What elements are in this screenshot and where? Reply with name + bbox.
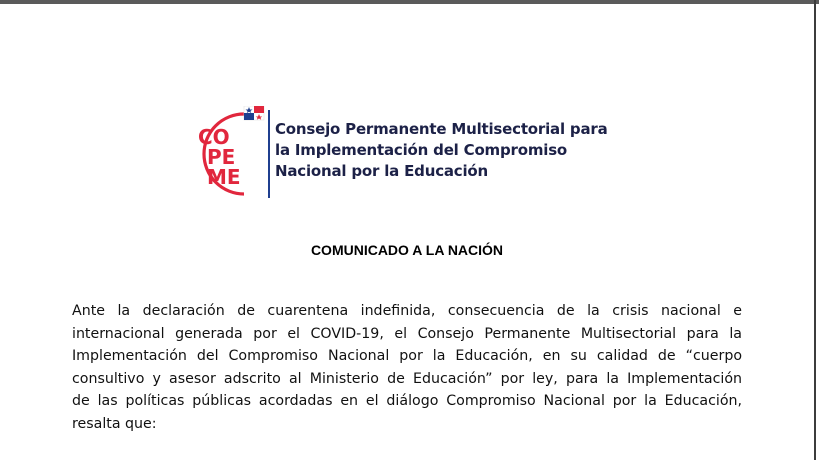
organization-name-line: la Implementación del Compromiso (275, 141, 568, 159)
document-title: COMUNICADO A LA NACIÓN (310, 242, 504, 258)
logo-letters-me: ME (207, 165, 241, 189)
paragraph-line: resalta que: (72, 415, 157, 432)
panama-flag-icon (244, 106, 264, 120)
organization-name (275, 119, 608, 182)
organization-name-line: Consejo Permanente Multisectorial para (275, 120, 608, 138)
page-edge (814, 0, 816, 460)
paragraph-line: internacional generada por el COVID-19, el Consejo Permanente Multisectorial para la (72, 325, 742, 342)
copeme-logo (186, 106, 646, 202)
logo-letters-pe: PE (207, 145, 236, 169)
paragraph-line: de las políticas públicas acordadas en el diálogo Compromiso Nacional por la Educación, (72, 393, 742, 409)
paragraph-line: Implementación del Compromiso Nacional por la Educación, en su calidad de “cuerpo (72, 348, 742, 364)
logo-letters-co: CO (198, 125, 230, 149)
paragraph-line: Ante la declaración de cuarentena indefinida, consecuencia de la crisis nacional e (72, 303, 742, 319)
paragraph-line: consultivo y asesor adscrito al Ministerio de Educación” por ley, para la Implementación (72, 370, 742, 387)
document-page (0, 4, 814, 460)
document-paragraph (72, 300, 742, 435)
copeme-logo-mark (186, 106, 270, 202)
logo-divider (268, 110, 270, 198)
organization-name-line: Nacional por la Educación (275, 162, 489, 180)
